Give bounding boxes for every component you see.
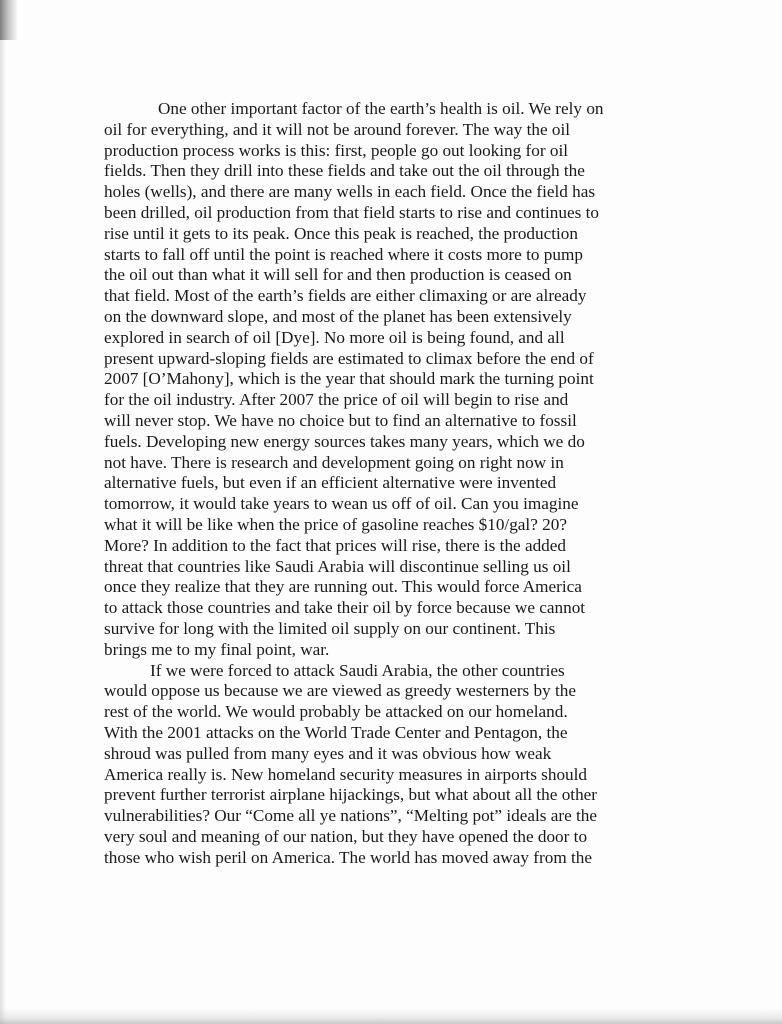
paragraph-1-line-8: starts to fall off until the point is reached where it costs more to pump xyxy=(104,244,583,264)
paragraph-1-line-23: threat that countries like Saudi Arabia will discontinue selling us oil xyxy=(104,556,571,576)
paragraph-2-line-5: shroud was pulled from many eyes and it was obvious how weak xyxy=(104,743,552,763)
paragraph-1-line-1: One other important factor of the earth’s health is oil. We rely on xyxy=(158,99,604,118)
paragraph-1-line-18: not have. There is research and development going on right now in xyxy=(104,452,564,472)
paragraph-1-line-3: production process works is this: first, people go out looking for oil xyxy=(104,140,569,160)
paragraph-2-line-6: America really is. New homeland security measures in airports should xyxy=(104,764,588,784)
paragraph-1-line-15: for the oil industry. After 2007 the price of oil will begin to rise and xyxy=(104,390,569,410)
paragraph-1-line-24: once they realize that they are running out. This would force America xyxy=(104,577,582,597)
paragraph-2-line-7: prevent further terrorist airplane hijackings, but what about all the other xyxy=(104,785,598,805)
paragraph-1-line-12: explored in search of oil [Dye]. No more oil is being found, and all xyxy=(104,327,565,347)
paragraph-1-line-26: survive for long with the limited oil supply on our continent. This xyxy=(104,618,556,638)
paragraph-1-line-4: fields. Then they drill into these fields and take out the oil through the xyxy=(104,161,585,181)
paragraph-1-line-7: rise until it gets to its peak. Once this peak is reached, the production xyxy=(104,223,578,243)
paragraph-1-line-10: that field. Most of the earth’s fields are either climaxing or are already xyxy=(104,286,587,306)
paragraph-2-line-10: those who wish peril on America. The world has moved away from the xyxy=(104,847,592,867)
paragraph-1-line-16: will never stop. We have no choice but to find an alternative to fossil xyxy=(104,410,577,430)
paragraph-1-line-27: brings me to my final point, war. xyxy=(104,639,330,659)
paragraph-1-line-11: on the downward slope, and most of the planet has been extensively xyxy=(104,306,572,326)
paragraph-2-line-3: rest of the world. We would probably be attacked on our homeland. xyxy=(104,702,568,722)
paragraph-2-line-4: With the 2001 attacks on the World Trade Center and Pentagon, the xyxy=(104,722,568,742)
paragraph-2-line-1: If we were forced to attack Saudi Arabia, the other countries xyxy=(150,660,565,680)
paragraph-1-line-19: alternative fuels, but even if an efficient alternative were invented xyxy=(104,473,557,493)
paragraph-2-line-2: would oppose us because we are viewed as greedy westerners by the xyxy=(104,681,577,701)
page-bottom-edge xyxy=(0,1008,782,1024)
paragraph-1-line-9: the oil out than what it will sell for and then production is ceased on xyxy=(104,265,572,285)
paragraph-1-line-2: oil for everything, and it will not be around forever. The way the oil xyxy=(104,119,571,139)
paragraph-2-line-8: vulnerabilities? Our “Come all ye nations”, “Melting pot” ideals are the xyxy=(104,806,598,826)
paragraph-2-line-9: very soul and meaning of our nation, but they have opened the door to xyxy=(104,826,588,846)
page-edge-shadow xyxy=(0,0,6,1024)
essay-text xyxy=(104,99,670,868)
paragraph-1-line-20: tomorrow, it would take years to wean us off of oil. Can you imagine xyxy=(104,494,579,514)
paragraph-1-line-5: holes (wells), and there are many wells in each field. Once the field has xyxy=(104,182,596,202)
paragraph-1-line-6: been drilled, oil production from that field starts to rise and continues to xyxy=(104,202,599,222)
paragraph-1-line-25: to attack those countries and take their oil by force because we cannot xyxy=(104,598,586,618)
page-corner-shadow xyxy=(0,0,18,40)
paragraph-1-line-13: present upward-sloping fields are estimated to climax before the end of xyxy=(104,348,594,368)
paragraph-1-line-21: what it will be like when the price of gasoline reaches $10/gal? 20? xyxy=(104,514,567,534)
paragraph-1-line-22: More? In addition to the fact that prices will rise, there is the added xyxy=(104,535,566,555)
paragraph-1-line-14: 2007 [O’Mahony], which is the year that should mark the turning point xyxy=(104,369,594,389)
paragraph-1-line-17: fuels. Developing new energy sources takes many years, which we do xyxy=(104,431,585,451)
